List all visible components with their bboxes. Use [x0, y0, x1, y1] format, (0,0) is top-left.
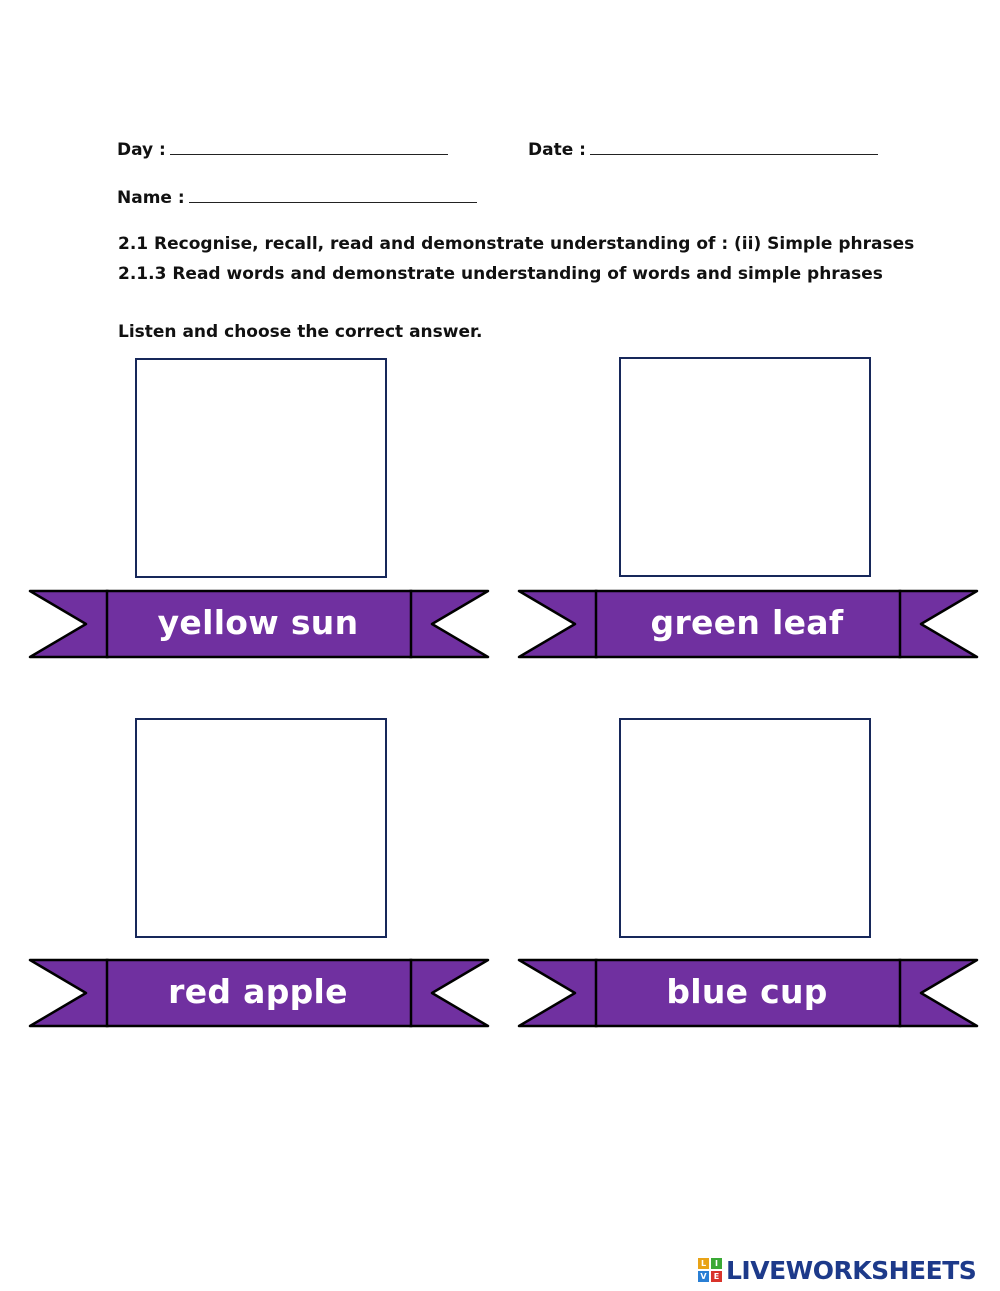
ribbon-yellow-sun — [28, 589, 490, 659]
name-line[interactable] — [189, 188, 477, 203]
ribbon-label-yellow-sun: yellow sun — [157, 603, 359, 642]
ribbon-label-red-apple: red apple — [168, 972, 348, 1011]
logo-mark-icon — [698, 1258, 722, 1282]
day-line[interactable] — [170, 140, 448, 155]
date-line[interactable] — [590, 140, 878, 155]
logo-mark-letter: V — [698, 1271, 709, 1282]
answer-box-yellow-sun[interactable] — [135, 358, 387, 578]
logo-mark-letter: I — [711, 1258, 722, 1269]
liveworksheets-logo — [698, 1255, 976, 1285]
answer-box-red-apple[interactable] — [135, 718, 387, 938]
day-field[interactable] — [117, 140, 448, 160]
ribbon-red-apple — [28, 958, 490, 1028]
objective-2: 2.1.3 Read words and demonstrate understanding of words and simple phrases — [118, 264, 883, 284]
name-field[interactable] — [117, 188, 477, 208]
date-label: Date : — [528, 140, 586, 160]
date-field[interactable] — [528, 140, 878, 160]
day-label: Day : — [117, 140, 166, 160]
ribbon-label-blue-cup: blue cup — [666, 972, 828, 1011]
instruction-text: Listen and choose the correct answer. — [118, 322, 483, 342]
answer-box-blue-cup[interactable] — [619, 718, 871, 938]
ribbon-green-leaf — [517, 589, 979, 659]
ribbon-label-green-leaf: green leaf — [650, 603, 844, 642]
objective-1: 2.1 Recognise, recall, read and demonstrate understanding of : (ii) Simple phrases — [118, 234, 915, 254]
logo-mark-letter: E — [711, 1271, 722, 1282]
ribbon-blue-cup — [517, 958, 979, 1028]
logo-mark-letter: L — [698, 1258, 709, 1269]
logo-text: LIVEWORKSHEETS — [726, 1255, 977, 1285]
name-label: Name : — [117, 188, 185, 208]
answer-box-green-leaf[interactable] — [619, 357, 871, 577]
